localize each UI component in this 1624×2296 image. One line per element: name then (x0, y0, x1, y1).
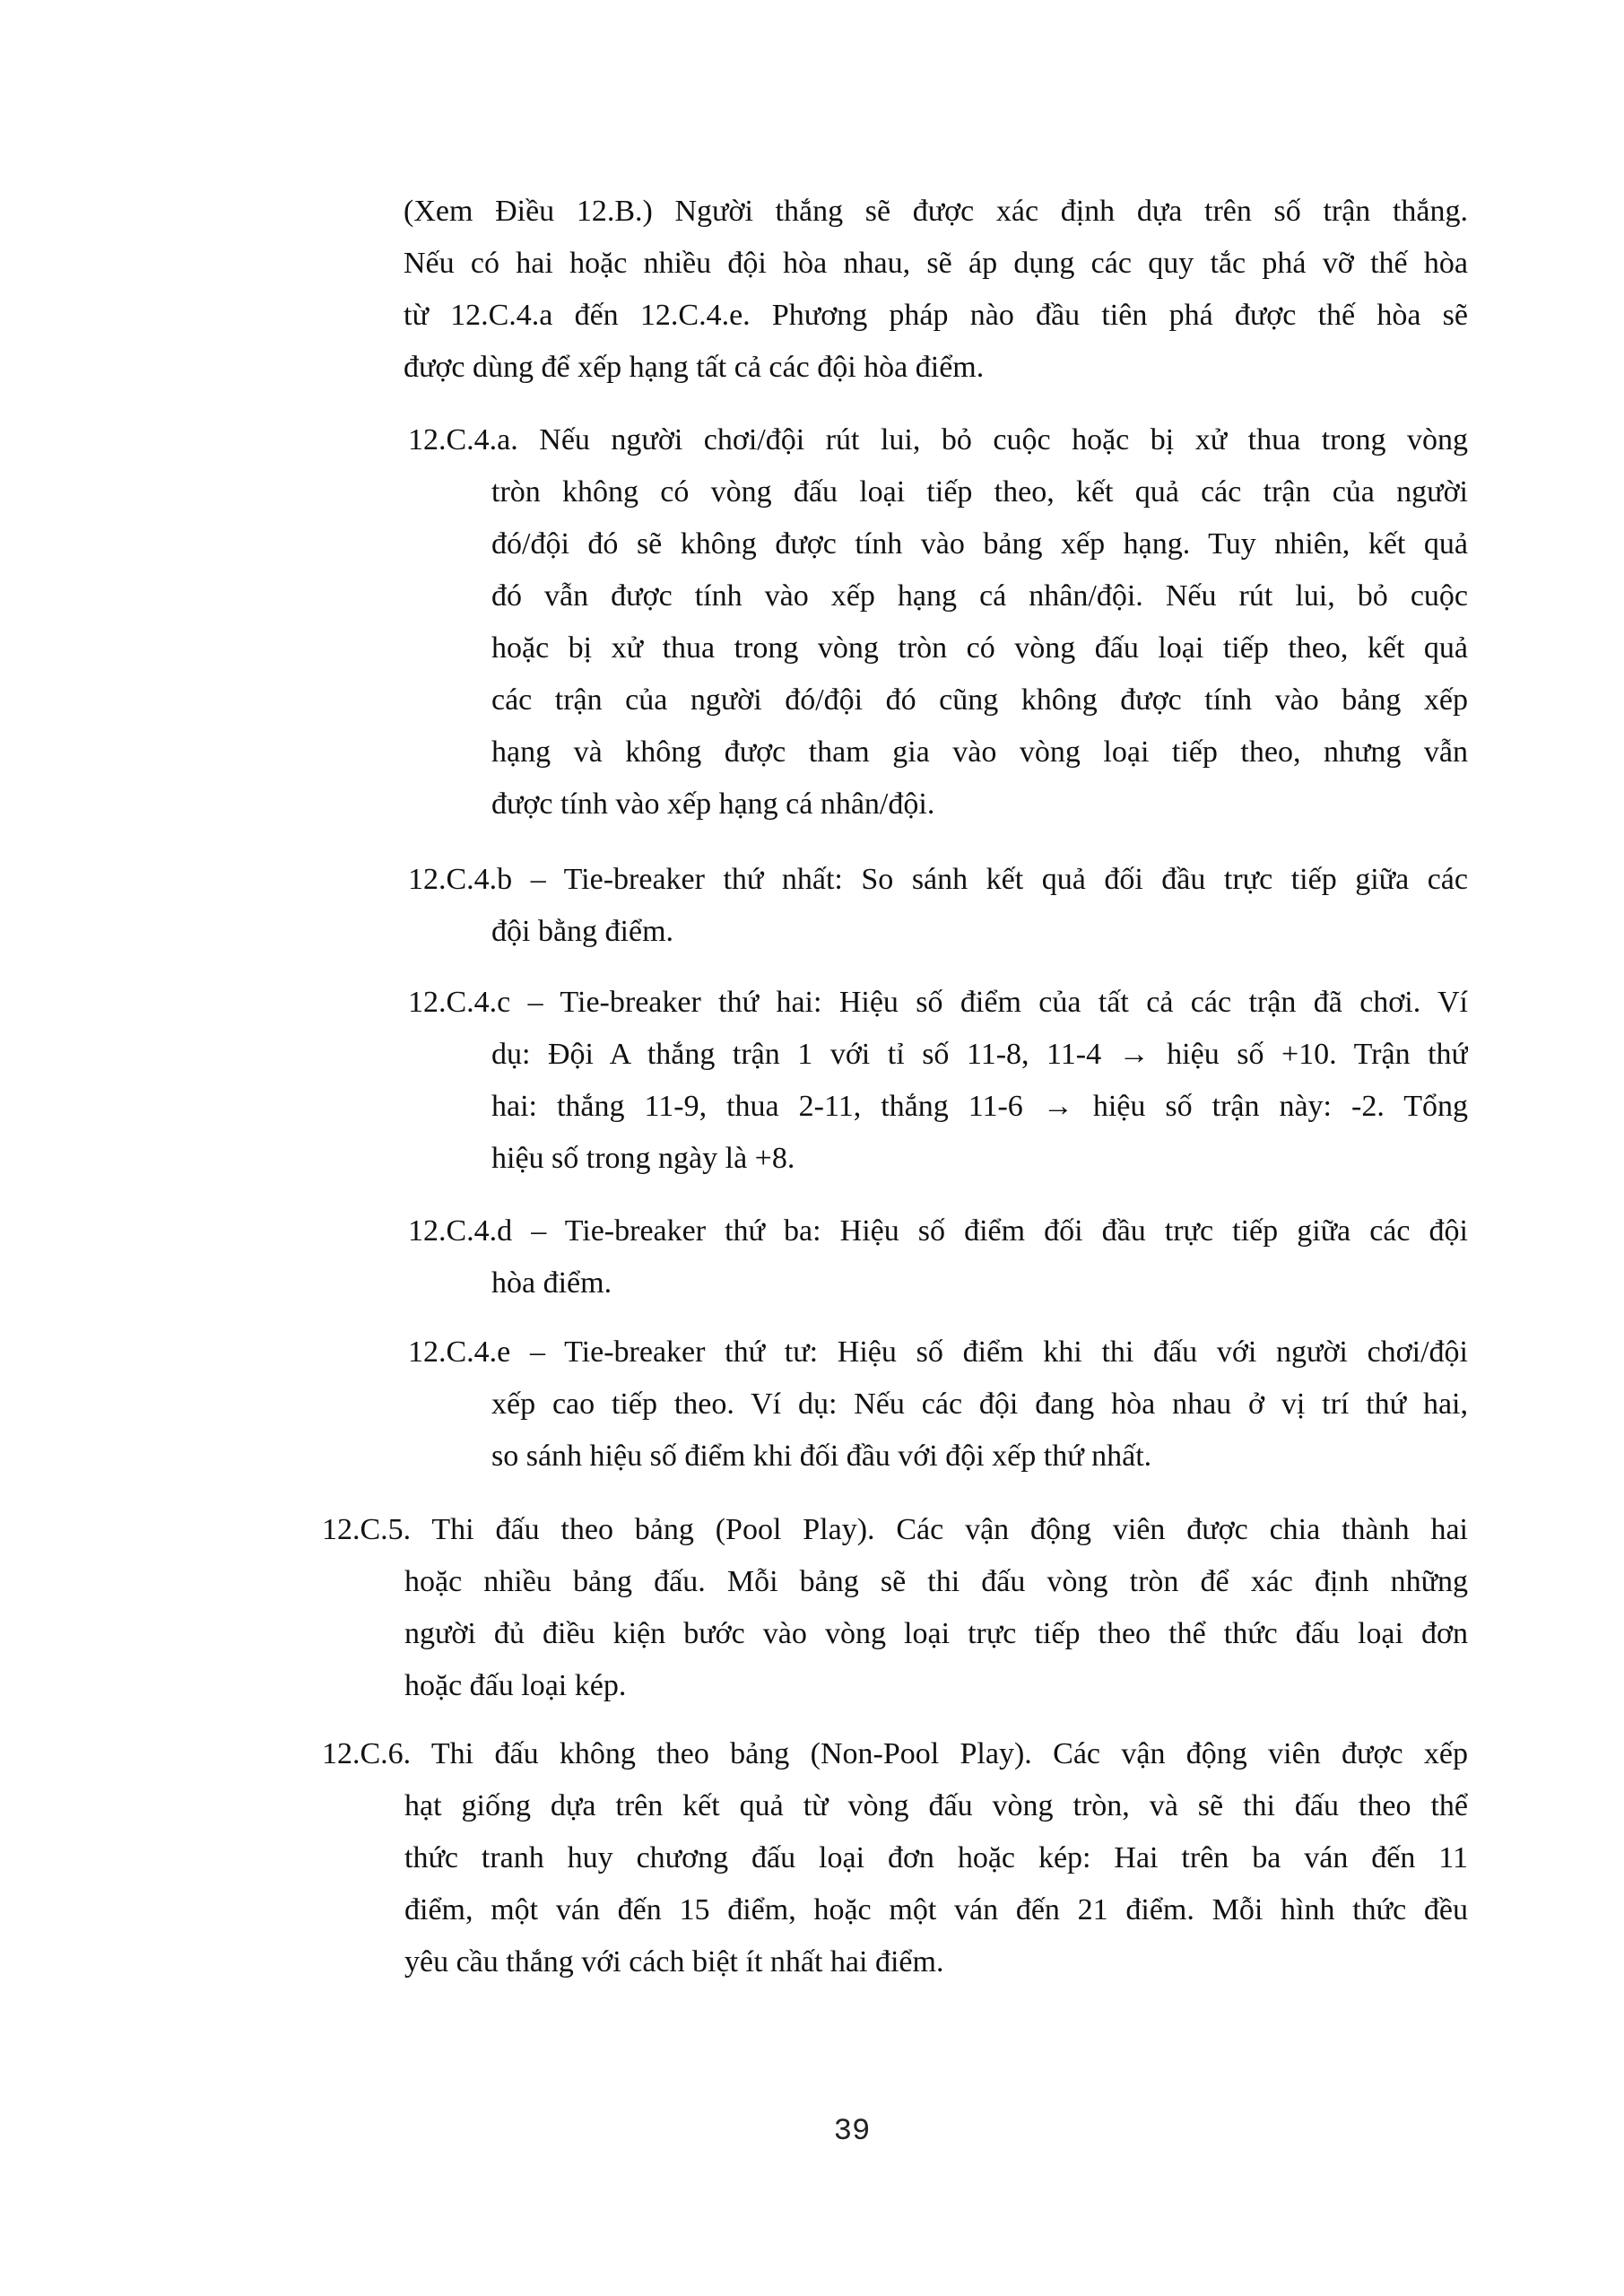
rule-12c4d (408, 1205, 1468, 1309)
rule-heading-line: 12.C.4.a. Nếu người chơi/đội rút lui, bỏ cuộc hoặc bị xử thua trong vòng (408, 423, 1468, 457)
rule-12c4e (408, 1326, 1468, 1483)
intro-paragraph (404, 186, 1468, 394)
rule-heading-line: 12.C.4.d – Tie-breaker thứ ba: Hiệu số điểm đối đầu trực tiếp giữa các đội (408, 1214, 1468, 1248)
text-line: đó vẫn được tính vào xếp hạng cá nhân/đội. Nếu rút lui, bỏ cuộc (491, 579, 1468, 613)
text-line: hiệu số trong ngày là +8. (491, 1142, 795, 1175)
text-line: được tính vào xếp hạng cá nhân/đội. (491, 787, 935, 821)
text-line: hoặc đấu loại kép. (404, 1669, 627, 1702)
text-line: người đủ điều kiện bước vào vòng loại trực tiếp theo thể thức đấu loại đơn (404, 1617, 1468, 1650)
rule-heading-line: 12.C.5. Thi đấu theo bảng (Pool Play). Các vận động viên được chia thành hai (322, 1513, 1468, 1546)
page-number: 39 (833, 2115, 871, 2149)
rule-heading-line: 12.C.4.b – Tie-breaker thứ nhất: So sánh kết quả đối đầu trực tiếp giữa các (408, 863, 1468, 896)
text-line: hạng và không được tham gia vào vòng loại tiếp theo, nhưng vẫn (491, 735, 1468, 769)
rule-12c4c (408, 977, 1468, 1185)
text-line: đội bằng điểm. (491, 915, 674, 948)
rule-12c4a (408, 414, 1468, 831)
text-line: hai: thắng 11-9, thua 2-11, thắng 11-6 → hiệu số trận này: -2. Tổng (491, 1090, 1468, 1123)
text-line: so sánh hiệu số điểm khi đối đầu với đội xếp thứ nhất. (491, 1439, 1152, 1473)
text-line: điểm, một ván đến 15 điểm, hoặc một ván đến 21 điểm. Mỗi hình thức đều (404, 1893, 1468, 1926)
text-line: được dùng để xếp hạng tất cả các đội hòa điểm. (404, 351, 985, 384)
rule-12c6 (322, 1728, 1468, 1988)
text-line: hoặc nhiều bảng đấu. Mỗi bảng sẽ thi đấu vòng tròn để xác định những (404, 1565, 1468, 1598)
rule-12c5 (322, 1504, 1468, 1712)
text-line: hòa điểm. (491, 1266, 612, 1300)
rule-heading-line: 12.C.6. Thi đấu không theo bảng (Non-Pool Play). Các vận động viên được xếp (322, 1737, 1468, 1770)
rule-heading-line: 12.C.4.c – Tie-breaker thứ hai: Hiệu số điểm của tất cả các trận đã chơi. Ví (408, 986, 1468, 1019)
text-line: đó/đội đó sẽ không được tính vào bảng xếp hạng. Tuy nhiên, kết quả (491, 527, 1468, 561)
text-line: Nếu có hai hoặc nhiều đội hòa nhau, sẽ áp dụng các quy tắc phá vỡ thế hòa (404, 247, 1468, 280)
text-line: tròn không có vòng đấu loại tiếp theo, kết quả các trận của người (491, 475, 1468, 509)
text-line: hạt giống dựa trên kết quả từ vòng đấu vòng tròn, và sẽ thi đấu theo thể (404, 1789, 1468, 1822)
text-line: (Xem Điều 12.B.) Người thắng sẽ được xác định dựa trên số trận thắng. (404, 195, 1468, 228)
rule-12c4b (408, 854, 1468, 958)
rule-heading-line: 12.C.4.e – Tie-breaker thứ tư: Hiệu số điểm khi thi đấu với người chơi/đội (408, 1335, 1468, 1369)
text-line: xếp cao tiếp theo. Ví dụ: Nếu các đội đang hòa nhau ở vị trí thứ hai, (491, 1387, 1468, 1421)
text-line: hoặc bị xử thua trong vòng tròn có vòng đấu loại tiếp theo, kết quả (491, 631, 1468, 665)
text-line: yêu cầu thắng với cách biệt ít nhất hai điểm. (404, 1945, 944, 1979)
text-line: dụ: Đội A thắng trận 1 với tỉ số 11-8, 11-4 → hiệu số +10. Trận thứ (491, 1038, 1468, 1071)
text-line: các trận của người đó/đội đó cũng không được tính vào bảng xếp (491, 683, 1468, 717)
text-line: từ 12.C.4.a đến 12.C.4.e. Phương pháp nào đầu tiên phá được thế hòa sẽ (404, 299, 1468, 332)
text-line: thức tranh huy chương đấu loại đơn hoặc kép: Hai trên ba ván đến 11 (404, 1841, 1468, 1874)
